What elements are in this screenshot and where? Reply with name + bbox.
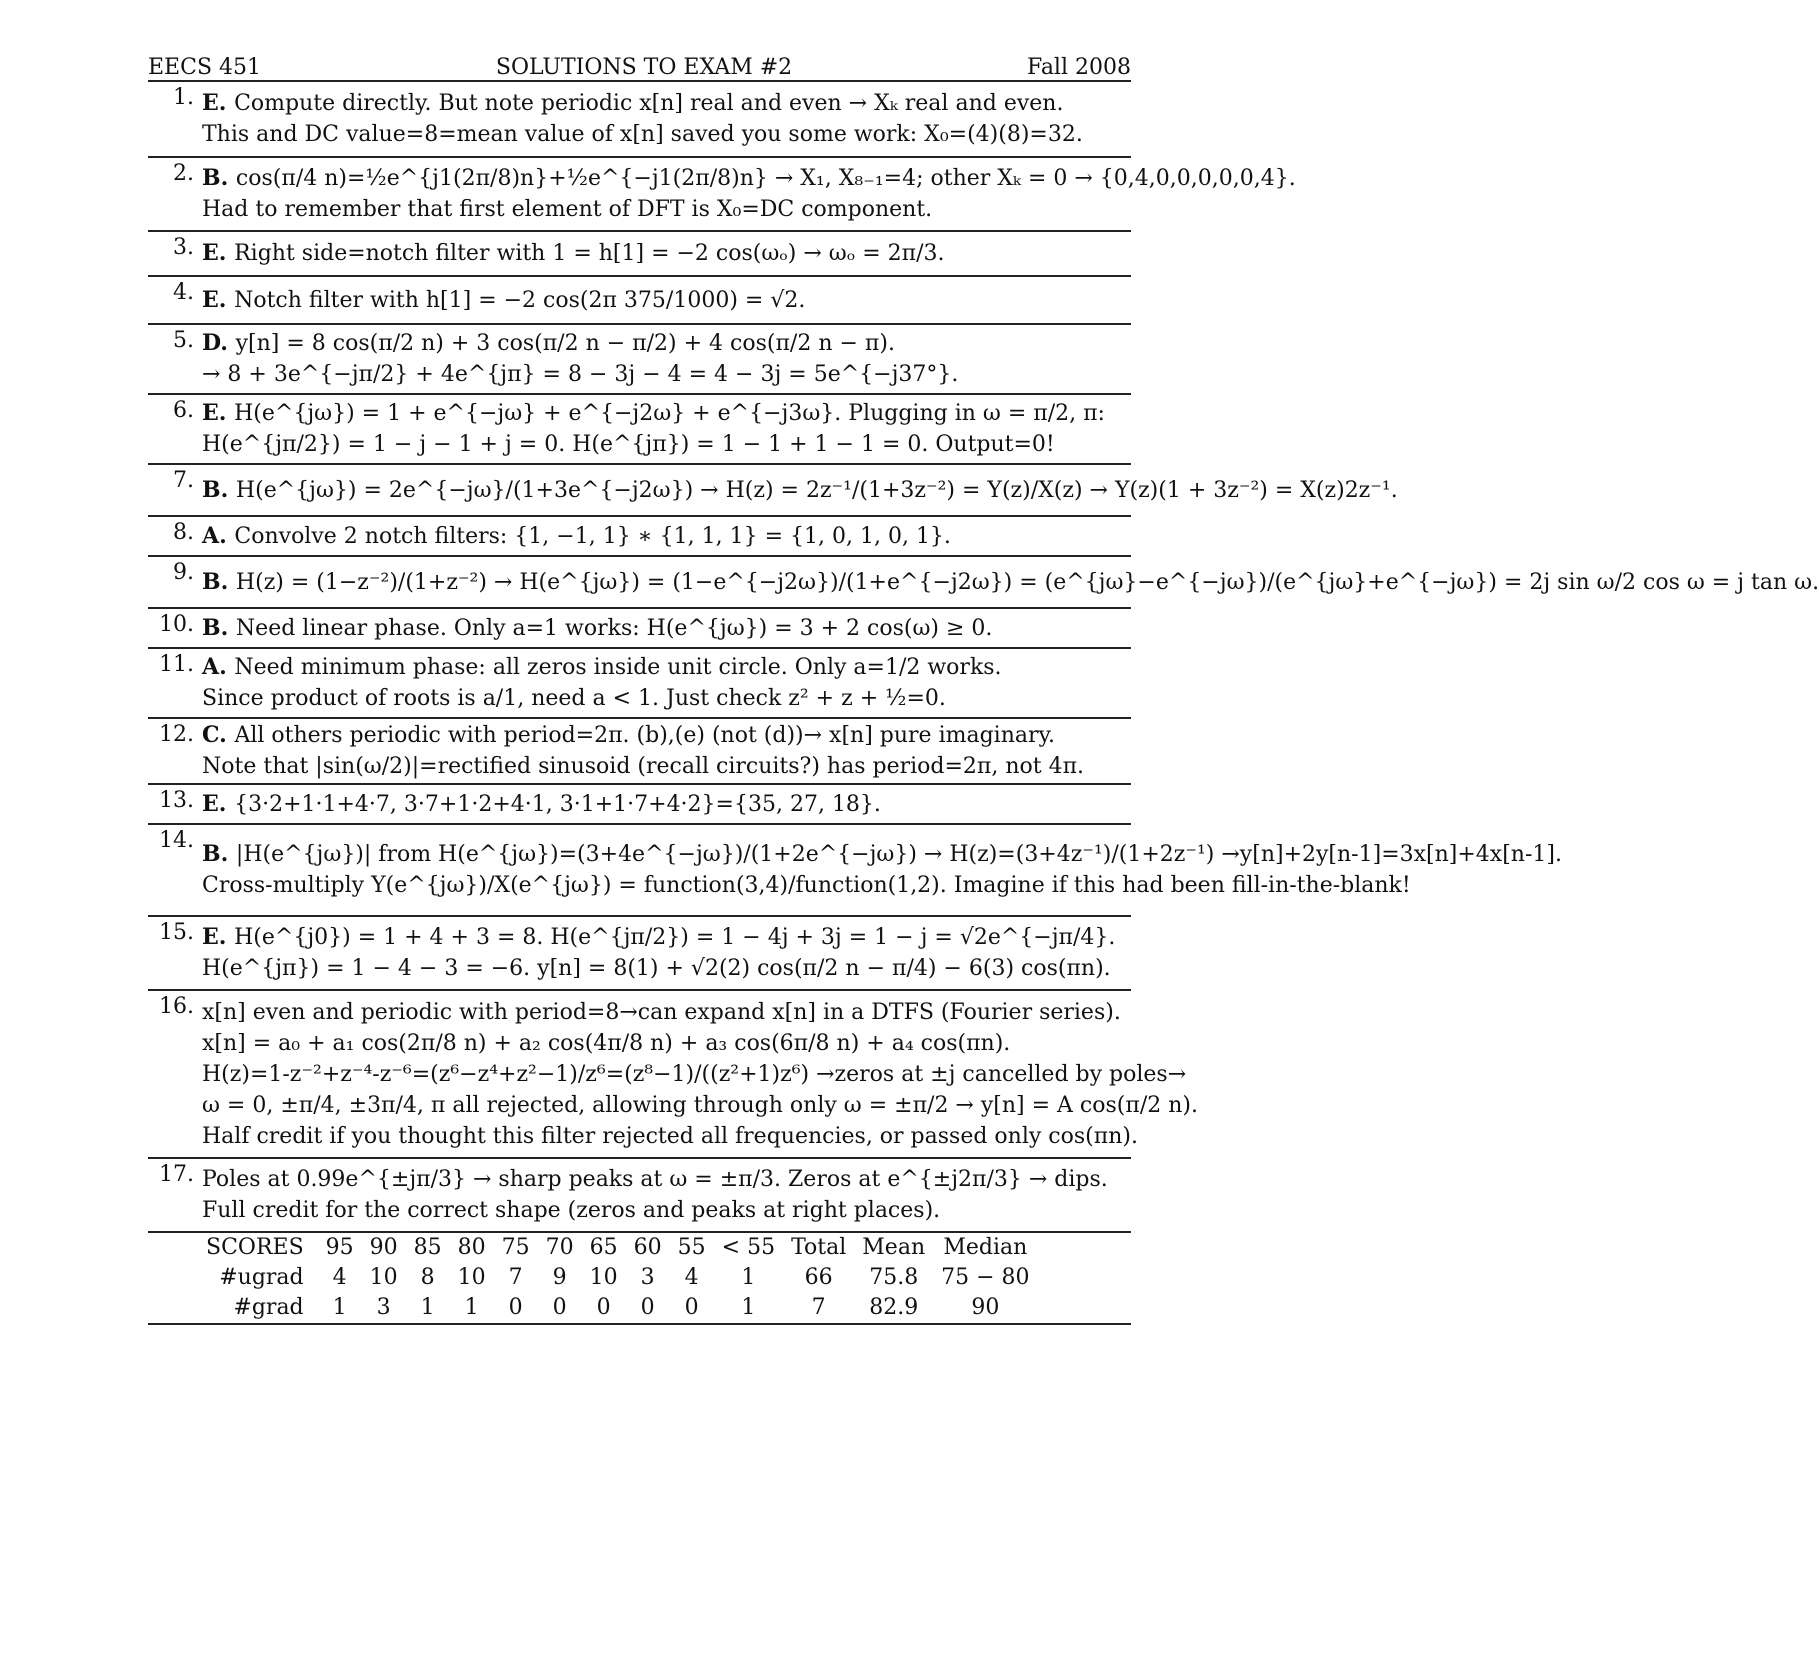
item-body xyxy=(194,238,1131,269)
scores-cell: 4 xyxy=(684,1265,699,1290)
item-body xyxy=(194,285,1131,316)
item-number: 16. xyxy=(159,994,194,1019)
line-text: → 8 + 3e^{−jπ/2} + 4e^{jπ} = 8 − 3j − 4 = 4 − 3j = 5e^{−j37°}. xyxy=(202,362,959,387)
scores-cell: 0 xyxy=(640,1295,655,1320)
solution-item xyxy=(148,395,1131,465)
line-text: H(e^{jω}) = 2e^{−jω}/(1+3e^{−j2ω}) → H(z) = 2z⁻¹/(1+3z⁻²) = Y(z)/X(z) → Y(z)(1 + 3z⁻²) = X(z)2z⁻¹. xyxy=(235,477,1398,503)
solution-item xyxy=(148,517,1131,557)
item-number: 2. xyxy=(173,161,194,186)
item-number: 11. xyxy=(159,652,194,677)
line-text: Need linear phase. Only a=1 works: H(e^{jω}) = 3 + 2 cos(ω) ≥ 0. xyxy=(235,615,993,641)
scores-cell: 75.8 xyxy=(869,1265,919,1290)
item-number: 5. xyxy=(173,328,194,353)
item-line xyxy=(202,163,1296,194)
answer-letter: D. xyxy=(202,330,236,356)
line-text: Cross-multiply Y(e^{jω})/X(e^{jω}) = function(3,4)/function(1,2). Imagine if this had been fill-in-the-blank! xyxy=(202,873,1411,898)
item-number: 4. xyxy=(173,280,194,305)
scores-cell: 3 xyxy=(376,1295,391,1320)
line-text: H(e^{j0}) = 1 + 4 + 3 = 8. H(e^{jπ/2}) = 1 − 4j + 3j = 1 − j = √2e^{−jπ/4}. xyxy=(234,925,1116,950)
answer-letter: E. xyxy=(202,240,235,266)
line-text: |H(e^{jω})| from H(e^{jω})=(3+4e^{−jω})/(1+2e^{−jω}) → H(z)=(3+4z⁻¹)/(1+2z⁻¹) →y[n]+2y[n-1]=3x[n]+4x[n-1]. xyxy=(235,842,1562,867)
scores-cell: 1 xyxy=(464,1295,479,1320)
scores-cell: 9 xyxy=(552,1265,567,1290)
line-text: All others periodic with period=2π. (b),(e) (not (d))→ x[n] pure imaginary. xyxy=(234,723,1056,748)
scores-cell: 65 xyxy=(589,1235,618,1260)
item-number: 14. xyxy=(159,828,194,853)
solution-item xyxy=(148,465,1398,517)
scores-cell: 90 xyxy=(369,1235,398,1260)
line-text: Half credit if you thought this filter rejected all frequencies, or passed only cos(πn). xyxy=(202,1123,1138,1149)
item-number: 9. xyxy=(173,560,194,585)
solution-list xyxy=(148,82,1819,1233)
item-line xyxy=(202,119,1131,150)
item-line xyxy=(202,751,1131,782)
item-body xyxy=(194,398,1131,460)
item-body xyxy=(194,922,1131,984)
item-line xyxy=(202,922,1131,953)
solution-item xyxy=(148,785,1131,825)
line-text: Right side=notch filter with 1 = h[1] = −2 cos(ωₒ) → ωₒ = 2π/3. xyxy=(234,241,945,266)
line-text: H(z) = (1−z⁻²)/(1+z⁻²) → H(e^{jω}) = (1−e^{−j2ω})/(1+e^{−j2ω}) = (e^{jω}−e^{−jω})/(e^{jω}+e^{−jω}) = 2j sin ω/2 cos ω = j tan ω. xyxy=(235,569,1819,595)
scores-cell: 85 xyxy=(413,1235,442,1260)
solution-item xyxy=(148,557,1819,609)
line-text: Full credit for the correct shape (zeros and peaks at right places). xyxy=(202,1198,941,1223)
item-number: 17. xyxy=(159,1162,194,1187)
scores-cell: 75 − 80 xyxy=(941,1265,1030,1290)
item-line xyxy=(202,870,1562,901)
answer-letter: E. xyxy=(202,924,235,950)
scores-cell: 66 xyxy=(804,1265,833,1290)
item-number: 12. xyxy=(159,722,194,747)
line-text: {3·2+1·1+4·7, 3·7+1·2+4·1, 3·1+1·7+4·2}={35, 27, 18}. xyxy=(234,791,881,817)
solutions-page xyxy=(148,42,1819,1325)
scores-cell: 10 xyxy=(589,1265,618,1290)
item-number: 15. xyxy=(159,920,194,945)
item-line xyxy=(202,839,1562,870)
scores-cell: 1 xyxy=(332,1295,347,1320)
scores-cell: 10 xyxy=(457,1265,486,1290)
scores-cell: 0 xyxy=(508,1295,523,1320)
term: Fall 2008 xyxy=(1027,55,1131,80)
item-line xyxy=(202,398,1131,429)
line-text: H(e^{jπ/2}) = 1 − j − 1 + j = 0. H(e^{jπ}) = 1 − 1 + 1 − 1 = 0. Output=0! xyxy=(202,432,1055,457)
solution-item xyxy=(148,232,1131,277)
page-header xyxy=(148,42,1131,82)
solution-item xyxy=(148,325,1131,395)
scores-cell: 3 xyxy=(640,1265,655,1290)
solution-item xyxy=(148,917,1131,991)
item-number: 6. xyxy=(173,398,194,423)
scores-cell: 75 xyxy=(501,1235,530,1260)
line-text: Convolve 2 notch filters: {1, −1, 1} ∗ {1, 1, 1} = {1, 0, 1, 0, 1}. xyxy=(234,523,951,549)
line-text: H(e^{jω}) = 1 + e^{−jω} + e^{−j2ω} + e^{−j3ω}. Plugging in ω = π/2, π: xyxy=(234,401,1105,426)
line-text: x[n] = a₀ + a₁ cos(2π/8 n) + a₂ cos(4π/8 n) + a₃ cos(6π/8 n) + a₄ cos(πn). xyxy=(202,1030,1011,1056)
scores-row xyxy=(198,1293,1038,1323)
answer-letter: B. xyxy=(202,476,236,503)
scores-cell: SCORES xyxy=(206,1235,304,1260)
scores-cell: Total xyxy=(791,1235,847,1260)
solution-item xyxy=(148,825,1562,917)
line-text: Note that |sin(ω/2)|=rectified sinusoid (recall circuits?) has period=2π, not 4π. xyxy=(202,754,1085,779)
item-line xyxy=(202,953,1131,984)
item-body xyxy=(194,567,1819,598)
item-line xyxy=(202,652,1131,683)
line-text: Poles at 0.99e^{±jπ/3} → sharp peaks at ω = ±π/3. Zeros at e^{±j2π/3} → dips. xyxy=(202,1167,1108,1192)
item-body xyxy=(194,997,1198,1152)
line-text: Had to remember that first element of DFT is X₀=DC component. xyxy=(202,197,933,222)
item-line xyxy=(202,1121,1198,1152)
scores-cell: Mean xyxy=(862,1235,926,1260)
solution-item xyxy=(148,1159,1131,1233)
scores-cell: 7 xyxy=(508,1265,523,1290)
answer-letter: C. xyxy=(202,722,235,748)
scores-header-row xyxy=(198,1233,1038,1263)
item-body xyxy=(194,789,1131,820)
scores-row xyxy=(198,1263,1038,1293)
item-line xyxy=(202,359,1131,390)
item-line xyxy=(202,1090,1198,1121)
scores-cell: 1 xyxy=(420,1295,435,1320)
scores-cell: 1 xyxy=(741,1295,756,1320)
answer-letter: B. xyxy=(202,841,236,867)
item-line xyxy=(202,521,1131,552)
scores-cell: 10 xyxy=(369,1265,398,1290)
answer-letter: B. xyxy=(202,614,236,641)
scores-cell: Median xyxy=(943,1235,1028,1260)
item-line xyxy=(202,720,1131,751)
item-number: 8. xyxy=(173,520,194,545)
answer-letter: E. xyxy=(202,286,235,313)
scores-cell: 7 xyxy=(811,1295,826,1320)
item-body xyxy=(194,613,1131,644)
item-body xyxy=(194,475,1398,506)
page-title: SOLUTIONS TO EXAM #2 xyxy=(495,55,793,80)
item-line xyxy=(202,328,1131,359)
answer-letter: E. xyxy=(202,790,235,817)
scores-cell: 82.9 xyxy=(869,1295,919,1320)
scores-cell: #ugrad xyxy=(219,1265,304,1290)
item-body xyxy=(194,88,1131,150)
line-text: H(z)=1-z⁻²+z⁻⁴-z⁻⁶=(z⁶−z⁴+z²−1)/z⁶=(z⁸−1)/((z²+1)z⁶) →zeros at ±j cancelled by poles→ xyxy=(202,1061,1187,1087)
scores-cell: 8 xyxy=(420,1265,435,1290)
line-text: Compute directly. But note periodic x[n] real and even → Xₖ real and even. xyxy=(234,91,1064,116)
line-text: Notch filter with h[1] = −2 cos(2π 375/1000) = √2. xyxy=(234,287,806,313)
line-text: Need minimum phase: all zeros inside unit circle. Only a=1/2 works. xyxy=(234,655,1002,680)
item-line xyxy=(202,475,1398,506)
line-text: x[n] even and periodic with period=8→can expand x[n] in a DTFS (Fourier series). xyxy=(202,999,1121,1025)
scores-cell: 4 xyxy=(332,1265,347,1290)
scores-cell: 55 xyxy=(677,1235,706,1260)
scores-table xyxy=(198,1233,1038,1323)
item-line xyxy=(202,683,1131,714)
scores-cell: 60 xyxy=(633,1235,662,1260)
answer-letter: A. xyxy=(202,522,235,549)
scores-cell: 95 xyxy=(325,1235,354,1260)
line-text: H(e^{jπ}) = 1 − 4 − 3 = −6. y[n] = 8(1) + √2(2) cos(π/2 n − π/4) − 6(3) cos(πn). xyxy=(202,956,1111,981)
solution-item xyxy=(148,609,1131,649)
line-text: y[n] = 8 cos(π/2 n) + 3 cos(π/2 n − π/2) + 4 cos(π/2 n − π). xyxy=(235,331,895,356)
course-code: EECS 451 xyxy=(148,55,262,80)
line-text: This and DC value=8=mean value of x[n] saved you some work: X₀=(4)(8)=32. xyxy=(202,122,1083,147)
item-line xyxy=(202,429,1131,460)
item-line xyxy=(202,613,1131,644)
item-number: 10. xyxy=(159,612,194,637)
item-body xyxy=(194,720,1131,782)
item-line xyxy=(202,88,1131,119)
scores-cell: 70 xyxy=(545,1235,574,1260)
item-number: 1. xyxy=(173,85,194,110)
scores-section xyxy=(148,1233,1131,1325)
scores-cell: 0 xyxy=(596,1295,611,1320)
item-line xyxy=(202,238,1131,269)
item-body xyxy=(194,1164,1131,1226)
solution-item xyxy=(148,649,1131,719)
line-text: cos(π/4 n)=½e^{j1(2π/8)n}+½e^{−j1(2π/8)n} → X₁, X₈₋₁=4; other Xₖ = 0 → {0,4,0,0,0,0,0,4}. xyxy=(235,166,1296,191)
item-line xyxy=(202,997,1198,1028)
scores-cell: 0 xyxy=(552,1295,567,1320)
item-line xyxy=(202,285,1131,316)
scores-cell: 0 xyxy=(684,1295,699,1320)
item-body xyxy=(194,839,1562,901)
answer-letter: B. xyxy=(202,568,236,595)
item-line xyxy=(202,1164,1131,1195)
solution-item xyxy=(148,719,1131,785)
answer-letter: E. xyxy=(202,400,235,426)
item-line xyxy=(202,789,1131,820)
item-number: 13. xyxy=(159,788,194,813)
item-line xyxy=(202,567,1819,598)
answer-letter: E. xyxy=(202,90,235,116)
item-number: 7. xyxy=(173,468,194,493)
item-body xyxy=(194,652,1131,714)
scores-cell: 90 xyxy=(971,1295,1000,1320)
item-line xyxy=(202,194,1296,225)
solution-item xyxy=(148,82,1131,158)
item-body xyxy=(194,521,1131,552)
scores-cell: < 55 xyxy=(721,1235,776,1260)
scores-cell: 1 xyxy=(741,1265,756,1290)
answer-letter: B. xyxy=(202,165,236,191)
scores-cell: 80 xyxy=(457,1235,486,1260)
item-line xyxy=(202,1028,1198,1059)
item-line xyxy=(202,1195,1131,1226)
solution-item xyxy=(148,158,1296,232)
item-body xyxy=(194,328,1131,390)
scores-cell: #grad xyxy=(233,1295,304,1320)
solution-item xyxy=(148,277,1131,325)
answer-letter: A. xyxy=(202,654,235,680)
solution-item xyxy=(148,991,1198,1159)
item-line xyxy=(202,1059,1198,1090)
line-text: ω = 0, ±π/4, ±3π/4, π all rejected, allowing through only ω = ±π/2 → y[n] = A cos(π/2 n). xyxy=(202,1092,1198,1118)
item-number: 3. xyxy=(173,235,194,260)
item-body xyxy=(194,163,1296,225)
line-text: Since product of roots is a/1, need a < 1. Just check z² + z + ½=0. xyxy=(202,686,946,711)
